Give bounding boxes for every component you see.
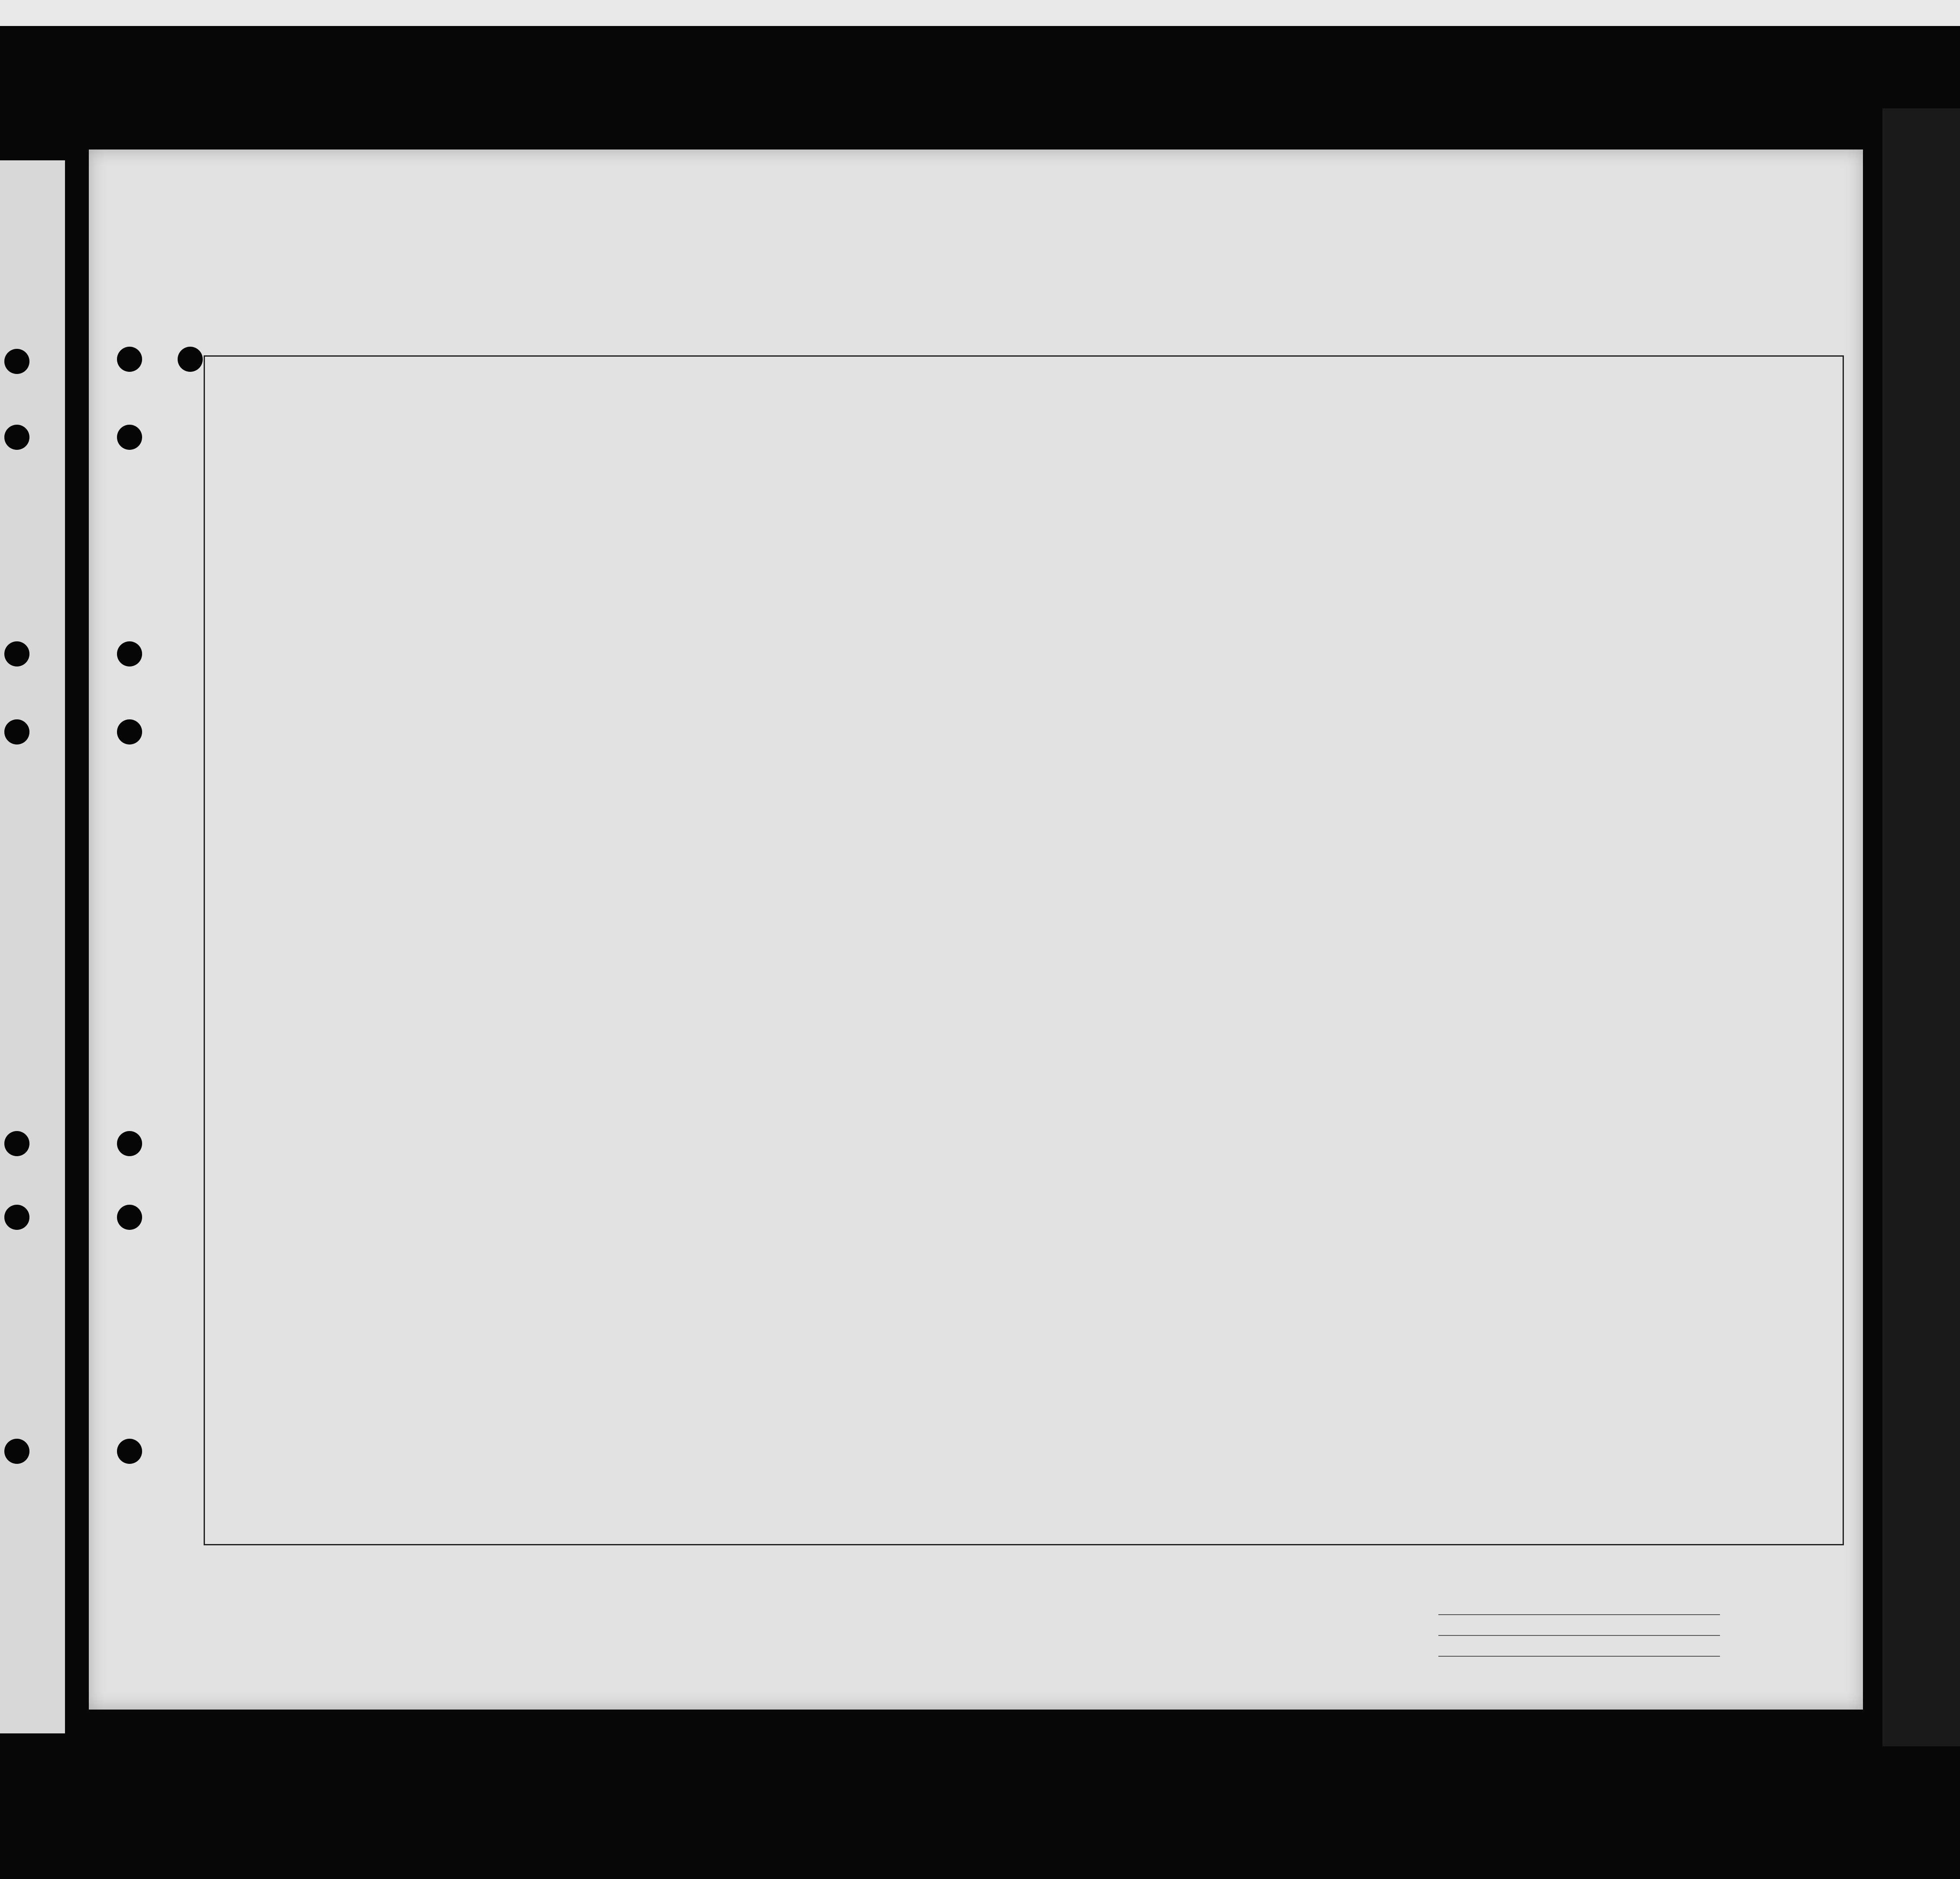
- punch-hole: [4, 425, 29, 450]
- punch-hole: [4, 641, 29, 666]
- punch-hole: [117, 1439, 142, 1464]
- footer-agents-rule: [1438, 1656, 1720, 1657]
- punch-hole: [117, 1131, 142, 1156]
- punch-hole: [4, 1439, 29, 1464]
- punch-hole: [117, 719, 142, 744]
- punch-hole: [117, 425, 142, 450]
- punch-hole: [4, 719, 29, 744]
- manifest-table: [204, 355, 1844, 1545]
- punch-hole: [117, 641, 142, 666]
- scan-right-edge: [1882, 108, 1960, 1746]
- footer-owners-rule: [1438, 1635, 1720, 1636]
- adjacent-page-edge: [0, 160, 65, 1733]
- punch-hole: [4, 1205, 29, 1230]
- punch-hole: [117, 347, 142, 372]
- punch-hole: [4, 349, 29, 374]
- punch-hole: [117, 1205, 142, 1230]
- footer-line-rule: [1438, 1614, 1720, 1615]
- scan-top-strip: [0, 0, 1960, 26]
- punch-hole: [4, 1131, 29, 1156]
- punch-hole: [178, 347, 203, 372]
